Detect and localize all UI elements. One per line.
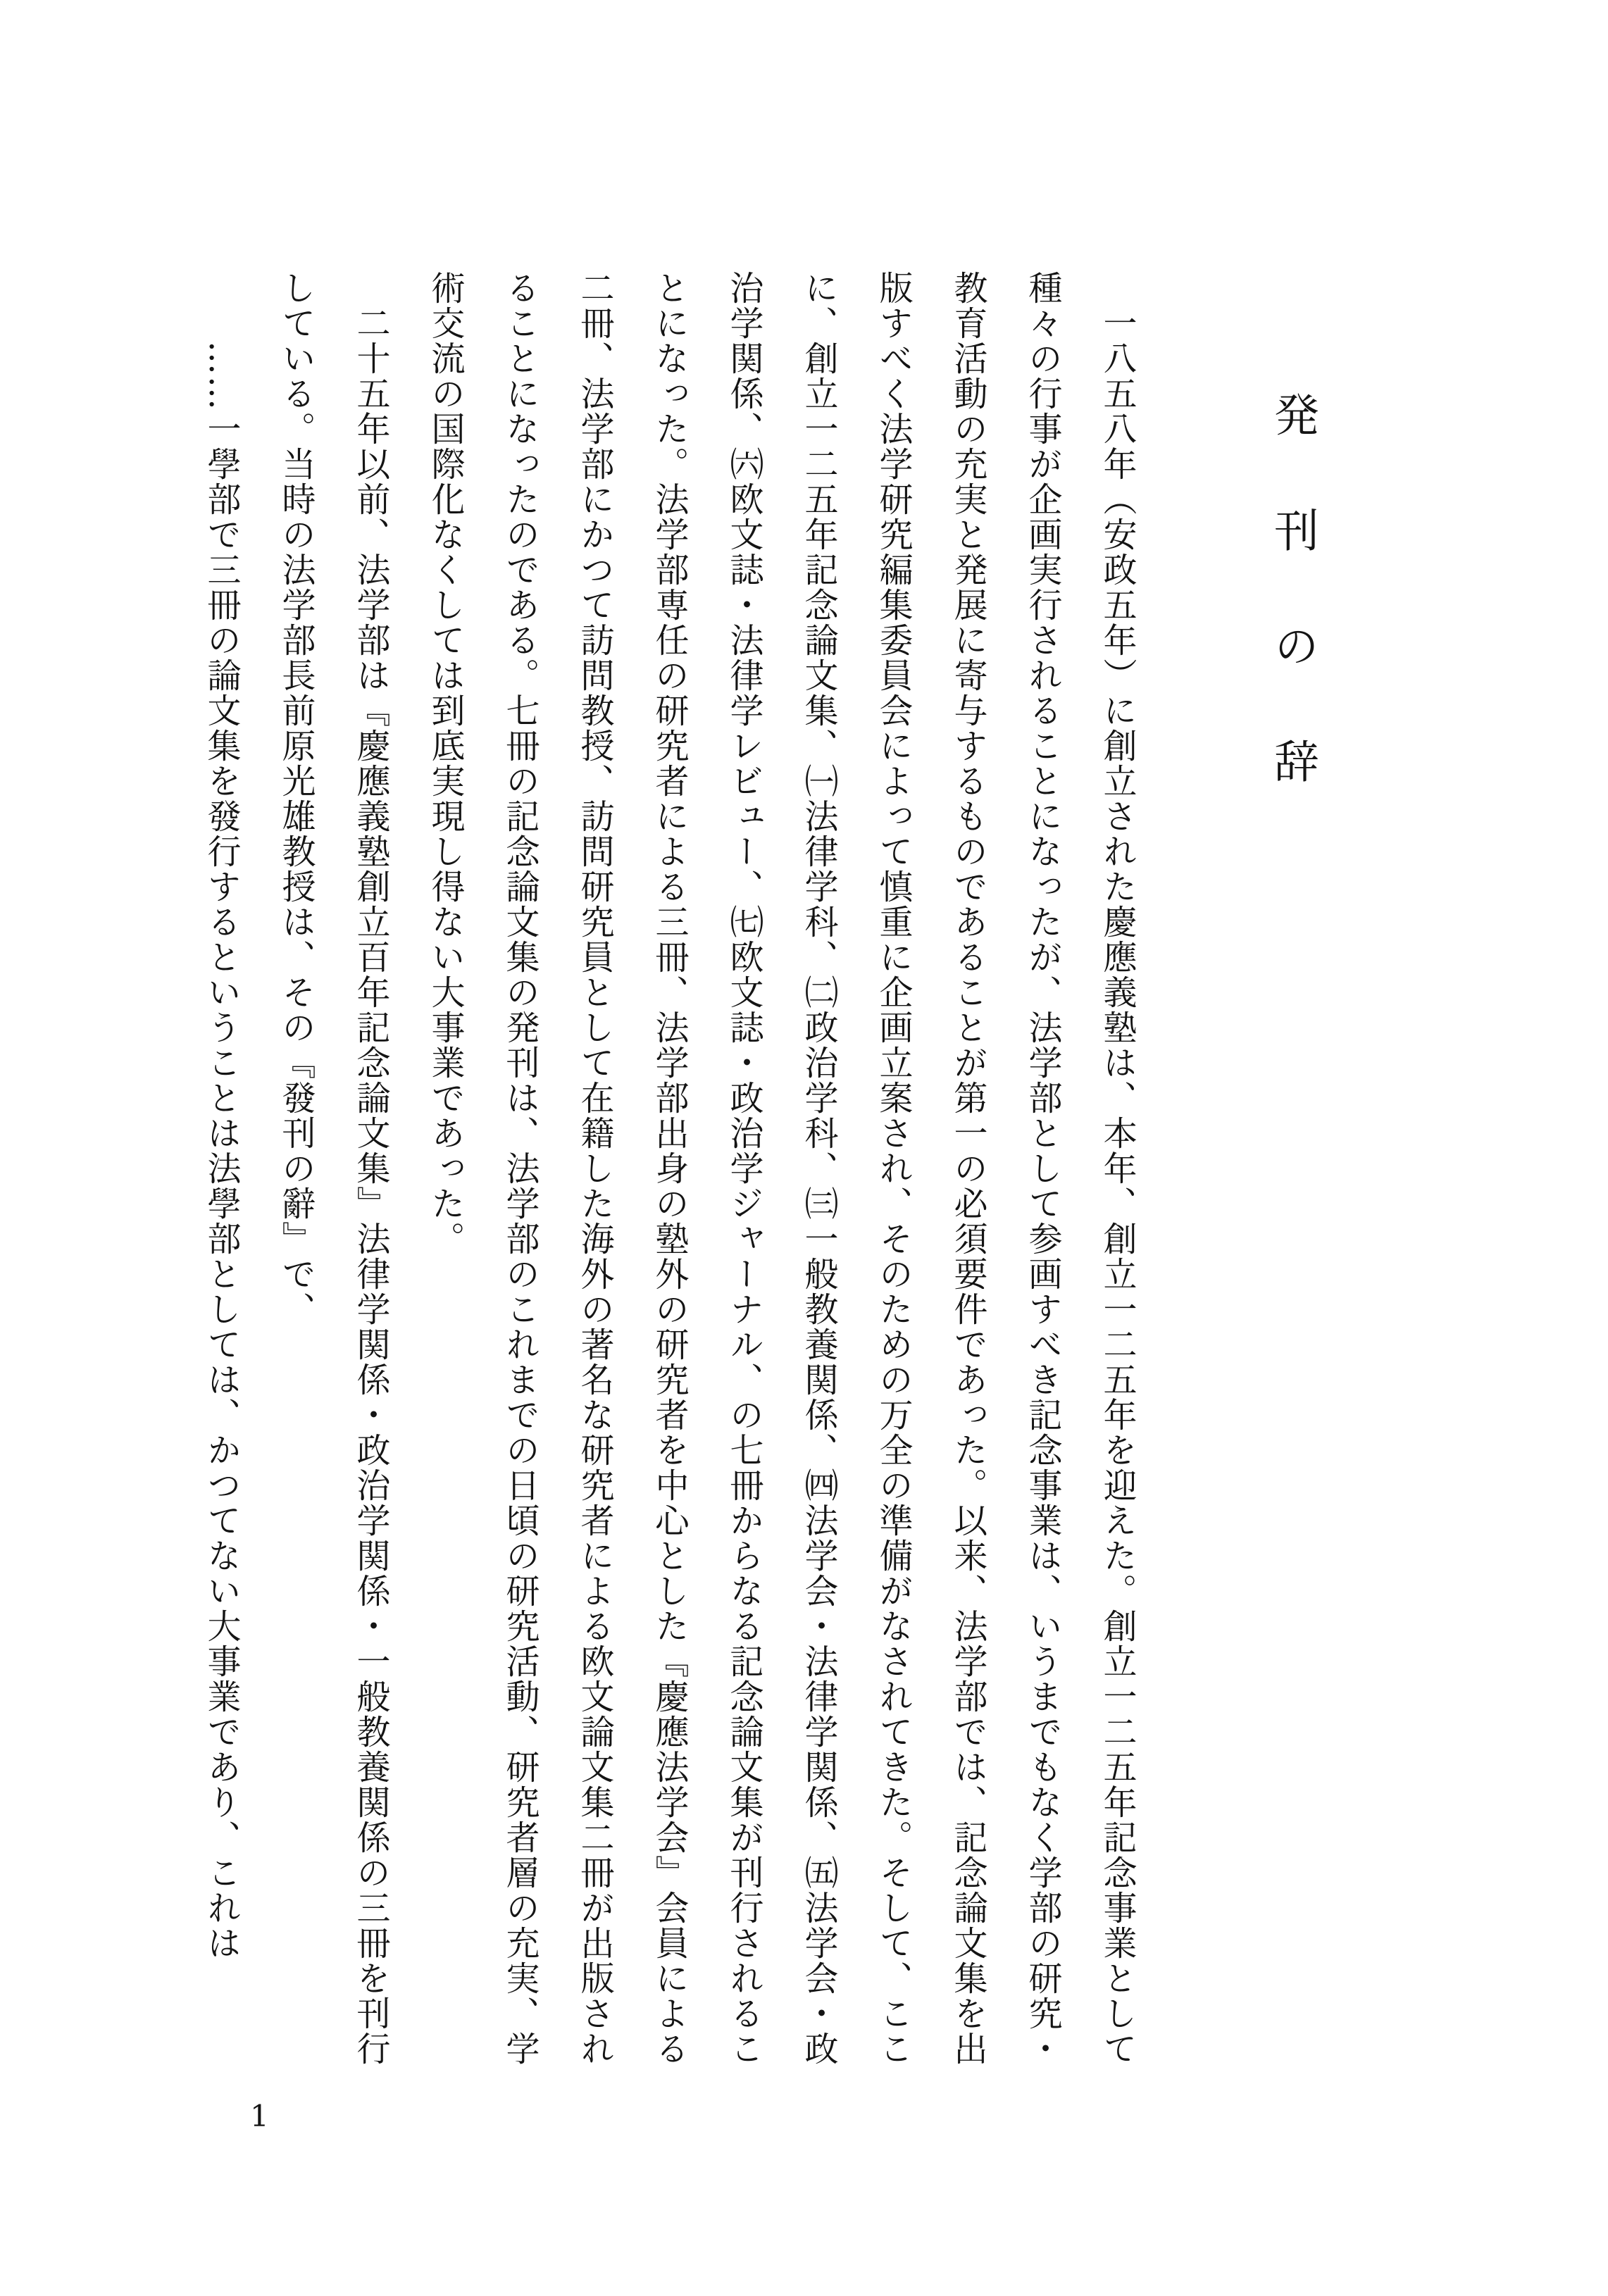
text-line: 版すべく法学研究編集委員会によって慎重に企画立案され、そのための万全の準備がなされてきた。そして、ここ [873, 270, 913, 2066]
text-line: ……一學部で三冊の論文集を發行するということは法學部としては、かつてない大事業であり、これは [201, 270, 241, 1961]
text-line: 二冊、法学部にかつて訪問教授、訪問研究員として在籍した海外の著名な研究者による欧文論文集二冊が出版され [575, 270, 614, 2066]
text-line: している。当時の法学部長前原光雄教授は、その『發刊の辭』で、 [276, 270, 316, 1327]
text-line: 種々の行事が企画実行されることになったが、法学部として参画すべき記念事業は、いうまでもなく学部の研究・ [1023, 270, 1062, 2066]
text-line: 術交流の国際化なくしては到底実現し得ない大事業であった。 [425, 270, 465, 1256]
text-line: 教育活動の充実と発展に寄与するものであることが第一の必須要件であった。以来、法学部では、記念論文集を出 [948, 270, 987, 2066]
text-line: に、創立一二五年記念論文集、㈠法律学科、㈡政治学科、㈢一般教養関係、㈣法学会・法律学関係、㈤法学会・政 [799, 270, 838, 2066]
text-line: 一八五八年（安政五年）に創立された慶應義塾は、本年、創立一二五年を迎えた。創立一二五年記念事業として [1097, 270, 1137, 2066]
page-title: 発刊の辞 [1266, 392, 1319, 854]
text-line: 二十五年以前、法学部は『慶應義塾創立百年記念論文集』法律学関係・政治学関係・一般教養関係の三冊を刊行 [351, 270, 390, 2066]
text-line: ることになったのである。七冊の記念論文集の発刊は、法学部のこれまでの日頃の研究活動、研究者層の充実、学 [500, 270, 540, 2066]
body-text [184, 270, 1154, 2066]
text-line: 治学関係、㈥欧文誌・法律学レビュー、㈦欧文誌・政治学ジャーナル、の七冊からなる記念論文集が刊行されるこ [724, 270, 764, 2066]
text-line: とになった。法学部専任の研究者による三冊、法学部出身の塾外の研究者を中心とした『慶應法学会』会員による [649, 270, 689, 2066]
page-number: 1 [250, 2099, 269, 2133]
